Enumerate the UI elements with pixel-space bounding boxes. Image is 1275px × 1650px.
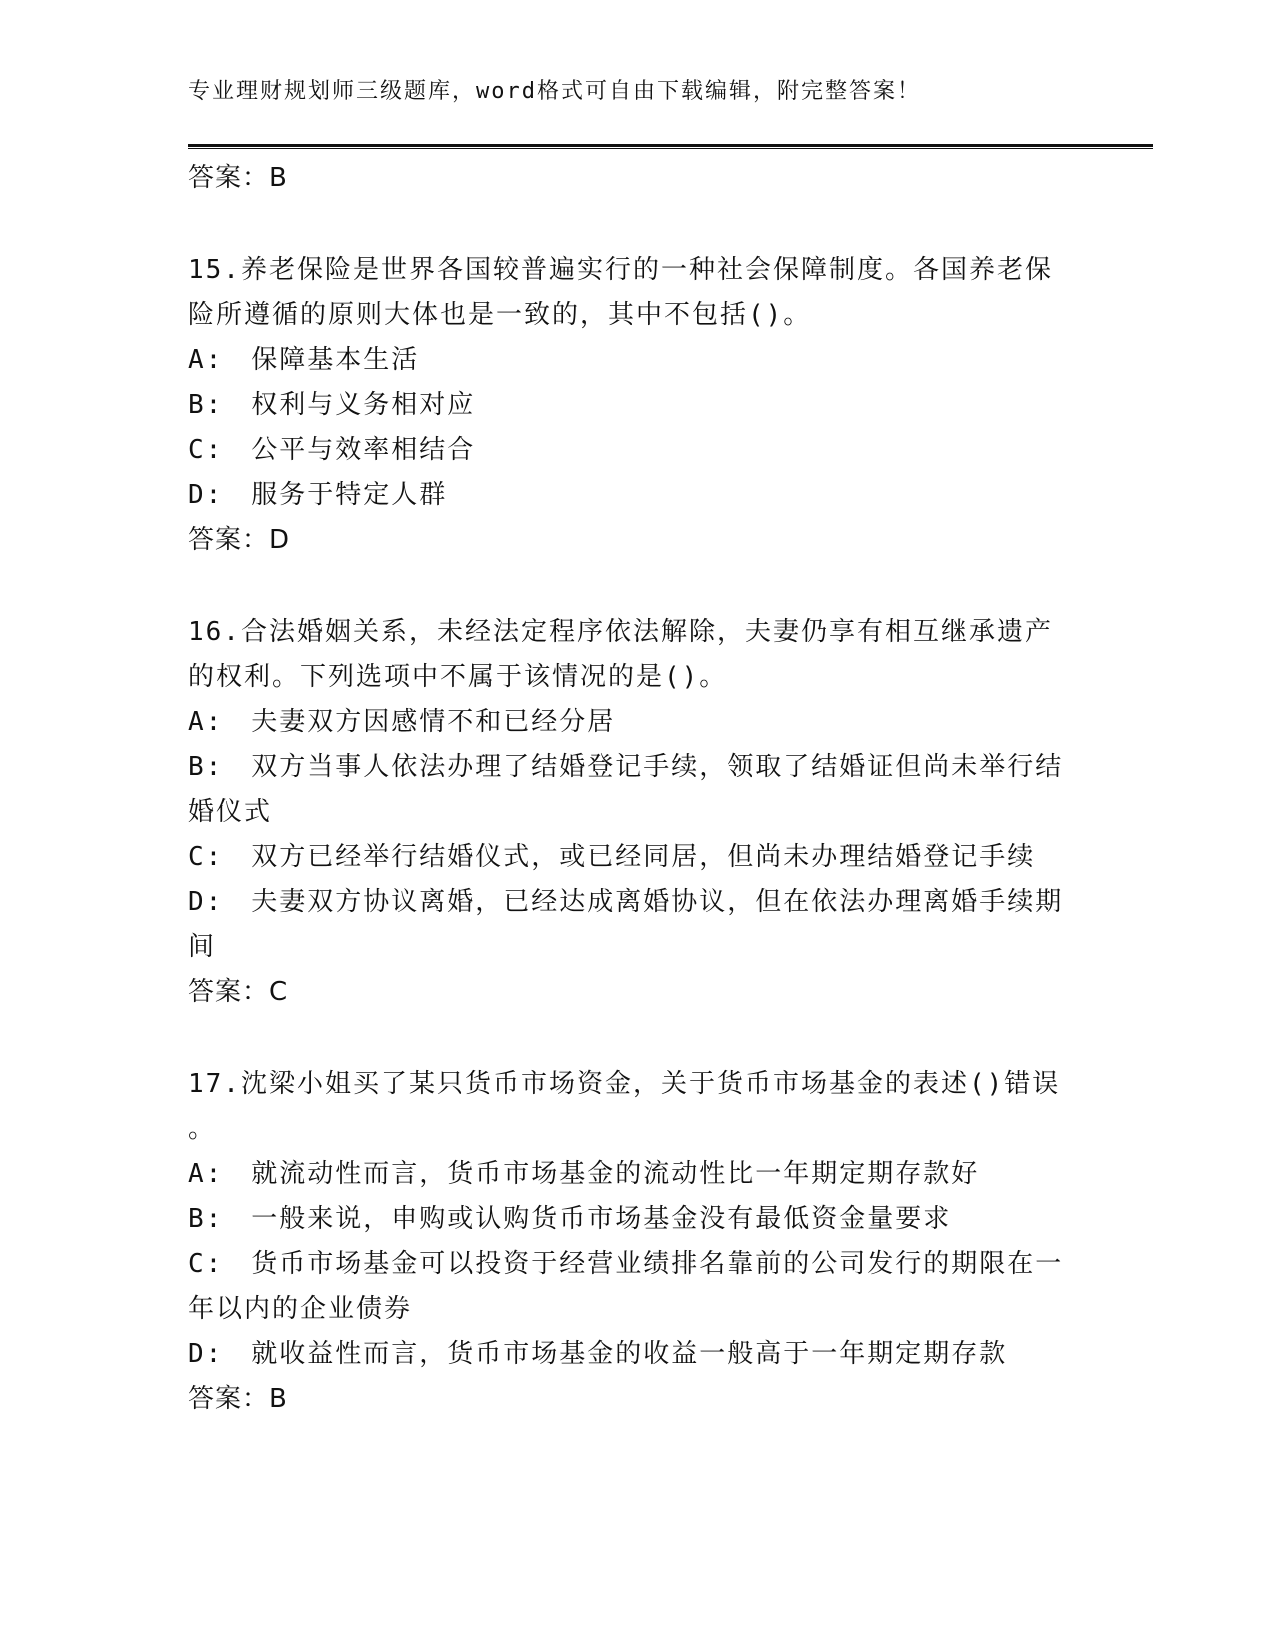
option-c: C: 公平与效率相结合 (188, 435, 476, 465)
option-a: A: 夫妻双方因感情不和已经分居 (188, 707, 616, 737)
option-d: D: 服务于特定人群 (188, 480, 448, 510)
question-content (188, 156, 1088, 1422)
question-stem-line: 17.沈梁小姐买了某只货币市场资金，关于货币市场基金的表述()错误 (188, 1069, 1061, 1099)
option-d: D: 就收益性而言，货币市场基金的收益一般高于一年期定期存款 (188, 1339, 1008, 1369)
spacer (188, 201, 1088, 248)
question-stem-line: 。 (188, 1114, 217, 1144)
question-stem-line: 险所遵循的原则大体也是一致的，其中不包括()。 (188, 300, 812, 330)
question-stem-line: 的权利。下列选项中不属于该情况的是()。 (188, 662, 728, 692)
option-c: C: 双方已经举行结婚仪式，或已经同居，但尚未办理结婚登记手续 (188, 842, 1036, 872)
option-d-continued: 间 (188, 932, 217, 962)
spacer (188, 563, 1088, 610)
question-17 (188, 1062, 1088, 1422)
previous-answer: 答案：B (188, 163, 288, 193)
header-divider (188, 144, 1153, 149)
page-header-text: 专业理财规划师三级题库，word格式可自由下载编辑，附完整答案！ (188, 79, 921, 104)
answer: 答案：C (188, 977, 289, 1007)
option-b: B: 权利与义务相对应 (188, 390, 476, 420)
question-15 (188, 248, 1088, 563)
option-a: A: 保障基本生活 (188, 345, 420, 375)
option-c: C: 货币市场基金可以投资于经营业绩排名靠前的公司发行的期限在一 (188, 1249, 1064, 1279)
answer: 答案：D (188, 525, 291, 555)
question-16 (188, 610, 1088, 1015)
spacer (188, 1015, 1088, 1062)
answer: 答案：B (188, 1384, 288, 1414)
option-a: A: 就流动性而言，货币市场基金的流动性比一年期定期存款好 (188, 1159, 980, 1189)
option-b-continued: 婚仪式 (188, 797, 273, 827)
option-d: D: 夫妻双方协议离婚，已经达成离婚协议，但在依法办理离婚手续期 (188, 887, 1064, 917)
option-b: B: 一般来说，申购或认购货币市场基金没有最低资金量要求 (188, 1204, 952, 1234)
question-stem-line: 15.养老保险是世界各国较普遍实行的一种社会保障制度。各国养老保 (188, 255, 1053, 285)
option-b: B: 双方当事人依法办理了结婚登记手续，领取了结婚证但尚未举行结 (188, 752, 1064, 782)
question-stem-line: 16.合法婚姻关系，未经法定程序依法解除，夫妻仍享有相互继承遗产 (188, 617, 1053, 647)
option-c-continued: 年以内的企业债券 (188, 1294, 413, 1324)
